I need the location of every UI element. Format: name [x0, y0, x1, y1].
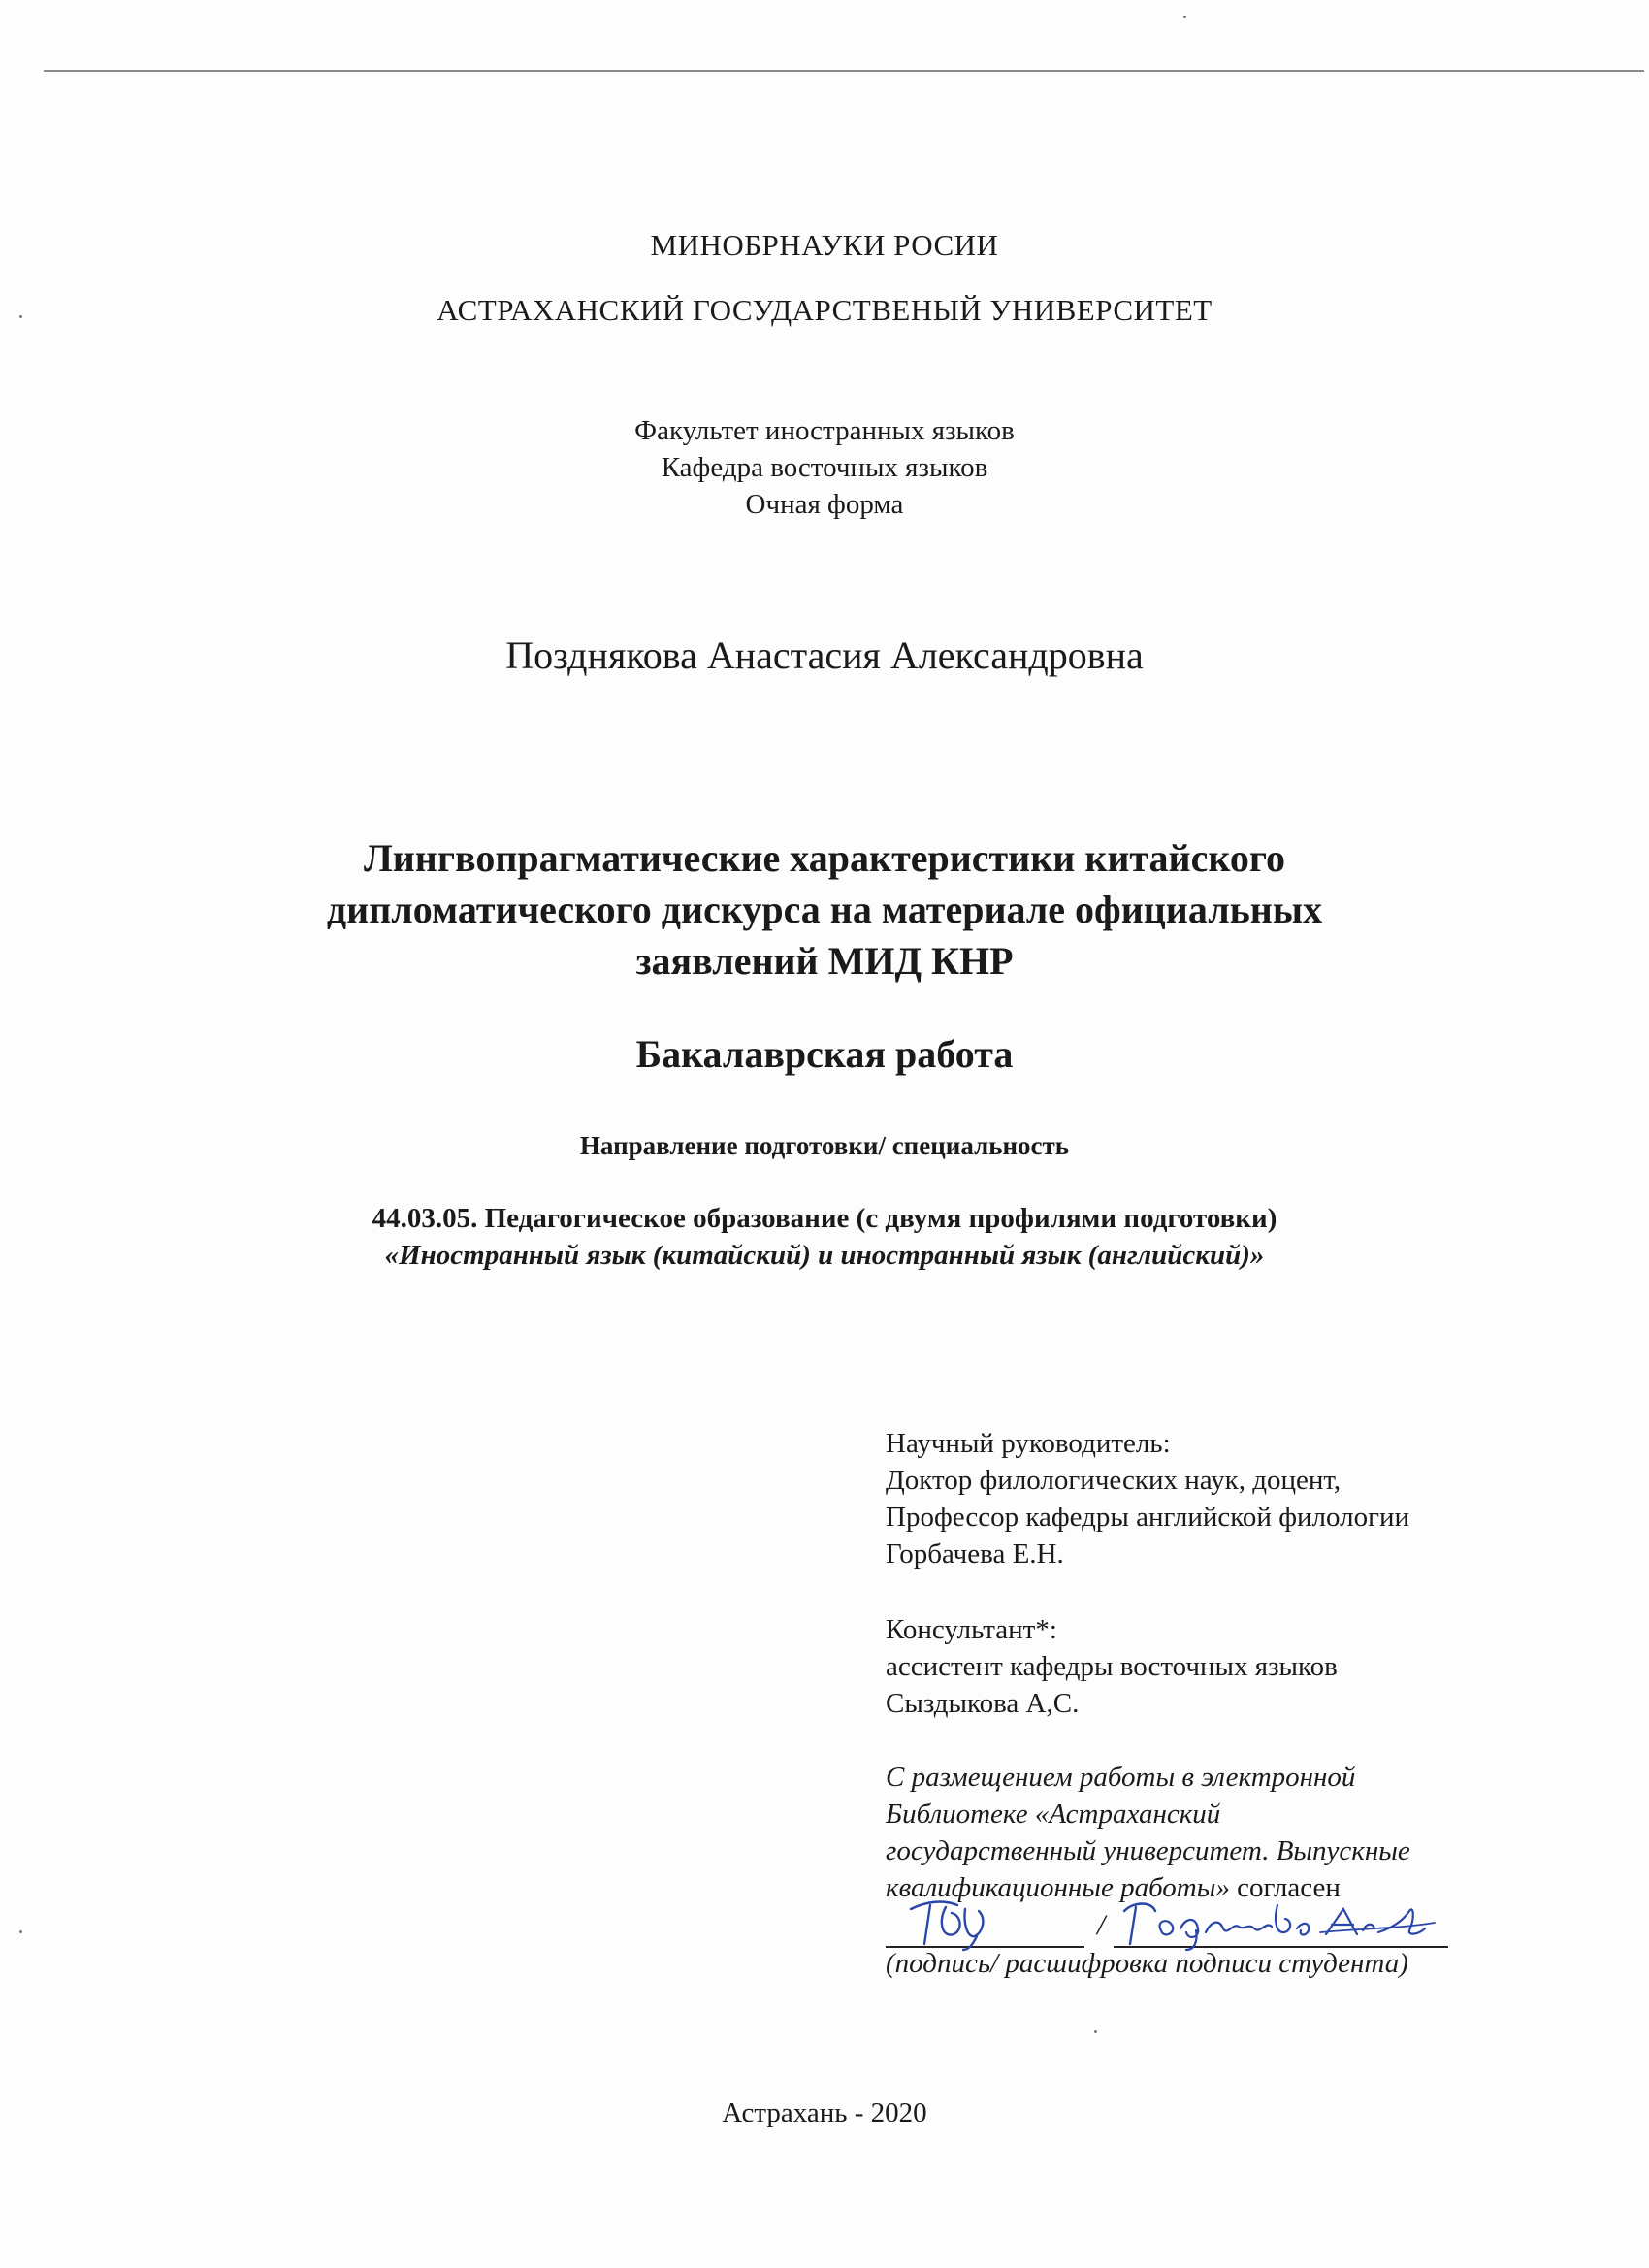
faculty-block — [0, 412, 1649, 523]
handwritten-name-signature — [1118, 1894, 1439, 1952]
scan-speck — [19, 1930, 22, 1933]
department-name: Кафедра восточных языков — [661, 452, 988, 483]
scan-speck — [1094, 2030, 1097, 2033]
thesis-title — [0, 832, 1649, 987]
supervisor-position: Профессор кафедры английской филологии — [886, 1502, 1409, 1533]
faculty-name: Факультет иностранных языков — [634, 415, 1015, 446]
author-name: Позднякова Анастасия Александровна — [505, 633, 1144, 677]
consent-line-italic: квалификационные работы» — [886, 1872, 1230, 1903]
university-name: АСТРАХАНСКИЙ ГОСУДАРСТВЕНЫЙ УНИВЕРСИТЕТ — [436, 293, 1212, 327]
direction-code: 44.03.05. Педагогическое образование (с двумя профилями подготовки) — [372, 1203, 1277, 1234]
consent-line: Библиотеке «Астраханский — [886, 1798, 1221, 1830]
supervisor-label: Научный руководитель: — [886, 1428, 1171, 1459]
thesis-title-line: дипломатического дискурса на материале официальных — [326, 888, 1323, 931]
signature-slash: / — [1097, 1909, 1106, 1941]
scan-top-edge — [44, 70, 1644, 72]
consent-line: С размещением работы в электронной — [886, 1762, 1356, 1793]
consultant-position: ассистент кафедры восточных языков — [886, 1651, 1338, 1682]
consultant-label: Консультант*: — [886, 1614, 1057, 1645]
study-form: Очная форма — [745, 489, 904, 520]
handwritten-signature — [905, 1895, 992, 1952]
signature-caption: (подпись/ расшифровка подписи студента) — [886, 1948, 1408, 1979]
consultant-block — [886, 1611, 1338, 1722]
direction-profile: «Иностранный язык (китайский) и иностранный язык (английский)» — [384, 1240, 1265, 1271]
thesis-title-line: Лингвопрагматические характеристики китайского — [363, 836, 1286, 880]
thesis-title-line: заявлений МИД КНР — [635, 939, 1014, 983]
consent-line: государственный университет. Выпускные — [886, 1835, 1410, 1866]
scan-speck — [1183, 16, 1186, 18]
supervisor-name: Горбачева Е.Н. — [886, 1539, 1064, 1570]
supervisor-block — [886, 1425, 1409, 1572]
ministry-name: МИНОБРНАУКИ РОСИИ — [650, 228, 999, 262]
city-year: Астрахань - 2020 — [722, 2097, 927, 2128]
work-type: Бакалаврская работа — [635, 1032, 1014, 1076]
consent-block — [886, 1759, 1410, 1906]
consultant-name: Сыздыкова А,С. — [886, 1688, 1080, 1719]
consent-agree: согласен — [1237, 1872, 1341, 1903]
supervisor-degree: Доктор филологических наук, доцент, — [886, 1465, 1342, 1496]
direction-label: Направление подготовки/ специальность — [579, 1131, 1070, 1160]
